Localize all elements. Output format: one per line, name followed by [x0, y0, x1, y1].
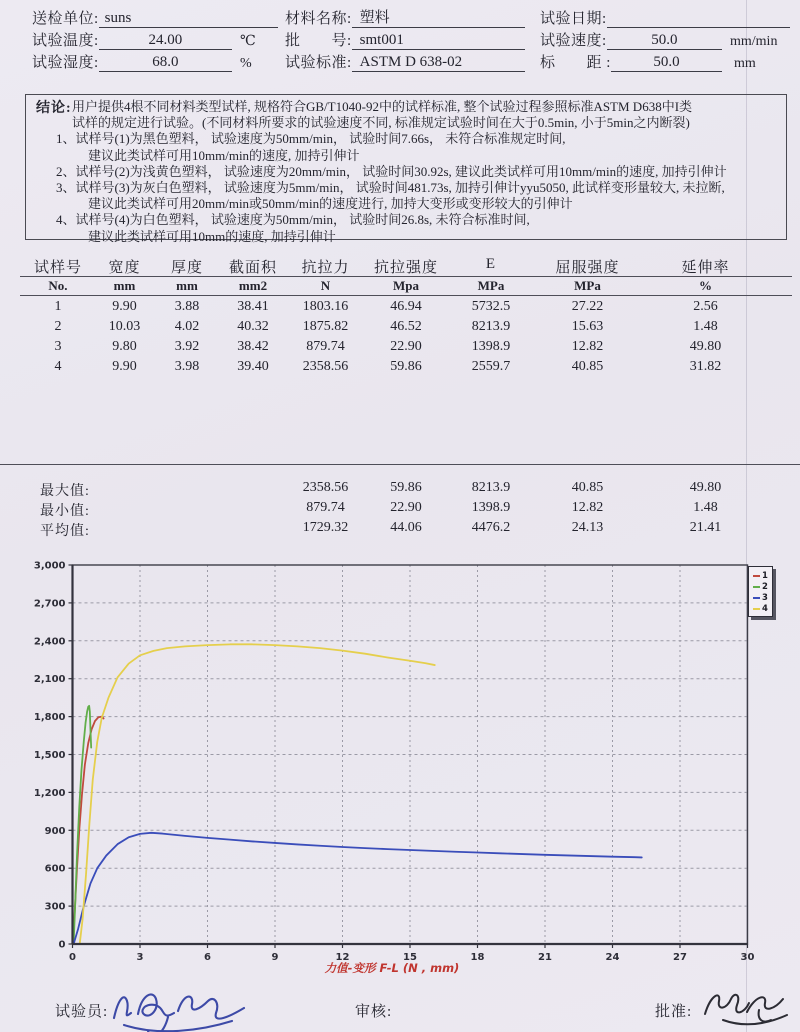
cell: 15.63 [571, 319, 604, 334]
cell: 2559.7 [471, 359, 511, 374]
tester-signature [108, 984, 258, 1032]
cell: 1.48 [693, 500, 718, 515]
svg-text:2,100: 2,100 [33, 674, 66, 686]
cell: 40.32 [237, 319, 269, 334]
col-header: E [485, 256, 497, 272]
approver-signature [697, 986, 793, 1028]
field-value: 50.0 [611, 53, 722, 72]
field-value [607, 9, 790, 28]
cell: 4476.2 [471, 520, 511, 535]
col-unit: MPa [574, 278, 601, 293]
svg-text:27: 27 [673, 952, 687, 963]
conclusion-line: 试样的规定进行试验。(不同材料所要求的试验速度不同, 标准规定试验时间在大于0.5min, 小于5min之内断裂) [72, 115, 690, 131]
cell: 1398.9 [471, 500, 511, 515]
table-row [22, 359, 770, 375]
field-label: 试验日期: [540, 11, 607, 27]
stats-row-min [22, 500, 770, 520]
field-label: 试验温度: [32, 33, 99, 49]
cell: 49.80 [689, 339, 722, 354]
series-3-dash-icon [753, 597, 760, 599]
cell: 2.56 [693, 299, 718, 314]
field-value: 68.0 [99, 53, 232, 72]
cell: 4 [54, 359, 62, 374]
field-standard [285, 52, 525, 72]
legend-item [753, 603, 768, 614]
cell: 24.13 [571, 520, 604, 535]
cell: 59.86 [390, 480, 422, 495]
col-header: 延伸率 [681, 260, 730, 276]
field-value: 24.00 [99, 31, 232, 50]
col-header: 屈服强度 [555, 260, 620, 276]
cell: 31.82 [689, 359, 722, 374]
field-label: 标 距 : [540, 55, 611, 71]
cell: 879.74 [306, 500, 345, 515]
svg-text:21: 21 [538, 952, 552, 963]
cell: 39.40 [237, 359, 269, 374]
cell: 3 [54, 339, 62, 354]
cell: 49.80 [689, 480, 722, 495]
cell: 5732.5 [471, 299, 511, 314]
field-value: suns [99, 9, 278, 28]
legend-label: 2 [762, 581, 768, 592]
col-header: 抗拉力 [301, 260, 350, 276]
series-2-dash-icon [753, 586, 760, 588]
table-rule [20, 276, 792, 277]
legend-label: 4 [762, 603, 768, 614]
svg-text:力值-变形 F-L (N , mm): 力值-变形 F-L (N , mm) [324, 961, 460, 975]
col-unit: mm2 [238, 278, 268, 293]
cell: 2 [54, 319, 62, 334]
svg-text:24: 24 [605, 952, 620, 963]
cell: 40.85 [571, 359, 604, 374]
field-test-speed [540, 30, 722, 50]
cell: 8213.9 [471, 319, 511, 334]
svg-text:2,400: 2,400 [33, 636, 66, 648]
cell: 38.42 [237, 339, 269, 354]
cell: 1398.9 [471, 339, 511, 354]
col-unit: N [320, 278, 331, 293]
svg-text:0: 0 [58, 939, 66, 951]
stats-row-max [22, 480, 770, 500]
cell: 1803.16 [302, 299, 349, 314]
cell: 46.94 [390, 299, 422, 314]
field-gauge-length [540, 52, 722, 72]
stats-label: 最大值: [40, 484, 90, 499]
col-header: 截面积 [228, 260, 277, 276]
approver-label: 批准: [655, 1004, 693, 1020]
cell: 27.22 [571, 299, 604, 314]
field-label: 试验标准: [285, 55, 352, 71]
svg-text:1,200: 1,200 [33, 787, 66, 799]
cell: 59.86 [390, 359, 422, 374]
field-value: ASTM D 638-02 [352, 53, 525, 72]
cell: 9.80 [112, 339, 137, 354]
legend-item [753, 581, 768, 592]
field-material [285, 8, 525, 28]
col-header: 宽度 [108, 260, 141, 276]
field-label: 试验速度: [540, 33, 607, 49]
table-row [22, 319, 770, 335]
field-humidity [32, 52, 232, 72]
conclusion-box [25, 94, 787, 244]
svg-text:3,000: 3,000 [33, 560, 66, 572]
cell: 38.41 [237, 299, 269, 314]
svg-text:15: 15 [403, 952, 417, 963]
field-batch [285, 30, 525, 50]
cell: 1729.32 [302, 520, 349, 535]
field-label: 批 号: [285, 33, 352, 49]
svg-text:300: 300 [44, 901, 66, 913]
field-label: 材料名称: [285, 11, 352, 27]
svg-text:18: 18 [470, 952, 485, 963]
cell: 879.74 [306, 339, 345, 354]
svg-text:600: 600 [44, 863, 66, 875]
cell: 12.82 [571, 500, 604, 515]
svg-text:1,800: 1,800 [33, 712, 66, 724]
cell: 21.41 [689, 520, 722, 535]
cell: 1875.82 [302, 319, 349, 334]
col-unit: % [699, 278, 712, 293]
svg-text:6: 6 [204, 952, 211, 963]
table-rule [20, 295, 792, 296]
cell: 40.85 [571, 480, 604, 495]
svg-text:12: 12 [335, 952, 350, 963]
cell: 46.52 [390, 319, 422, 334]
unit-mm-min: mm/min [730, 34, 778, 49]
field-sender [32, 8, 278, 28]
table-row [22, 339, 770, 355]
conclusion-line: 2、试样号(2)为浅黄色塑料， 试验速度为20mm/min， 试验时间30.92s, 建议此类试样可用10mm/min的速度, 加持引伸计 [56, 163, 727, 179]
cell: 2358.56 [302, 359, 349, 374]
conclusion-line: 1、试样号(1)为黑色塑料， 试验速度为50mm/min， 试验时间7.66s， 未符合标准规定时间, [56, 131, 566, 147]
unit-celsius: ℃ [240, 34, 256, 49]
col-unit: MPa [477, 278, 505, 293]
col-unit: mm [176, 278, 198, 293]
stats-label: 最小值: [40, 504, 90, 519]
field-value: 50.0 [607, 31, 722, 50]
col-unit: mm [113, 278, 136, 293]
cell: 44.06 [390, 520, 422, 535]
svg-text:1,500: 1,500 [33, 750, 66, 761]
svg-text:0: 0 [69, 952, 76, 963]
conclusion-line: 建议此类试样可用10mm的速度, 加持引伸计 [88, 228, 336, 244]
legend-item [753, 570, 768, 581]
chart-legend [748, 566, 773, 617]
table-units-row [22, 278, 770, 294]
cell: 4.02 [174, 319, 200, 334]
tester-label: 试验员: [55, 1004, 109, 1020]
field-label: 送检单位: [32, 11, 99, 27]
cell: 2358.56 [302, 480, 349, 495]
conclusion-line: 建议此类试样可用20mm/min或50mm/min的速度进行, 加持大变形或变形较大的引伸计 [88, 196, 573, 212]
cell: 22.90 [390, 339, 422, 354]
cell: 1 [54, 299, 62, 314]
stats-row-avg [22, 520, 770, 540]
field-value: 塑料 [352, 9, 525, 28]
field-temperature [32, 30, 232, 50]
conclusion-line: 4、试样号(4)为白色塑料， 试验速度为50mm/min， 试验时间26.8s, 未符合标准时间, [56, 212, 530, 228]
conclusion-line: 建议此类试样可用10mm/min的速度, 加持引伸计 [88, 147, 360, 163]
cell: 1.48 [693, 319, 718, 334]
cell: 9.90 [112, 299, 137, 314]
cell: 3.98 [174, 359, 200, 374]
cell: 10.03 [108, 319, 141, 334]
force-displacement-chart [0, 553, 800, 1003]
cell: 12.82 [571, 339, 604, 354]
field-label: 试验湿度: [32, 55, 99, 71]
svg-text:9: 9 [271, 952, 279, 963]
section-divider [0, 464, 800, 465]
svg-text:2,700: 2,700 [33, 598, 66, 610]
reviewer-label: 审核: [355, 1004, 393, 1020]
conclusion-text [26, 99, 786, 245]
col-header: 抗拉强度 [373, 260, 438, 276]
cell: 9.90 [112, 359, 137, 374]
legend-item [753, 592, 768, 603]
stats-label: 平均值: [40, 524, 90, 539]
chart-canvas [0, 553, 800, 1003]
legend-label: 1 [762, 570, 768, 581]
table-row [22, 299, 770, 315]
conclusion-line: 3、试样号(3)为灰白色塑料， 试验速度为5mm/min， 试验时间481.73s, 加持引伸计yyu5050, 此试样变形量较大, 未拉断, [56, 180, 725, 196]
cell: 3.88 [174, 299, 200, 314]
conclusion-line: 用户提供4根不同材料类型试样, 规格符合GB/T1040-92中的试样标准, 整个试验过程参照标准ASTM D638中I类 [72, 99, 693, 114]
field-value: smt001 [352, 31, 525, 50]
unit-mm: mm [734, 56, 756, 71]
cell: 22.90 [390, 500, 422, 515]
col-header: 试样号 [33, 260, 82, 276]
cell: 3.92 [174, 339, 200, 354]
svg-text:900: 900 [44, 825, 66, 837]
series-1-dash-icon [753, 575, 760, 577]
cell: 8213.9 [471, 480, 511, 495]
conclusion-label: 结论: [36, 101, 72, 116]
field-test-date [540, 8, 790, 28]
legend-label: 3 [762, 592, 768, 603]
col-unit: No. [48, 278, 68, 293]
col-header: 厚度 [170, 260, 203, 276]
col-unit: Mpa [393, 278, 419, 293]
svg-text:30: 30 [740, 952, 755, 963]
unit-percent: % [240, 56, 252, 71]
series-4-dash-icon [753, 608, 760, 610]
svg-text:3: 3 [136, 952, 144, 963]
table-header-row [22, 256, 770, 277]
